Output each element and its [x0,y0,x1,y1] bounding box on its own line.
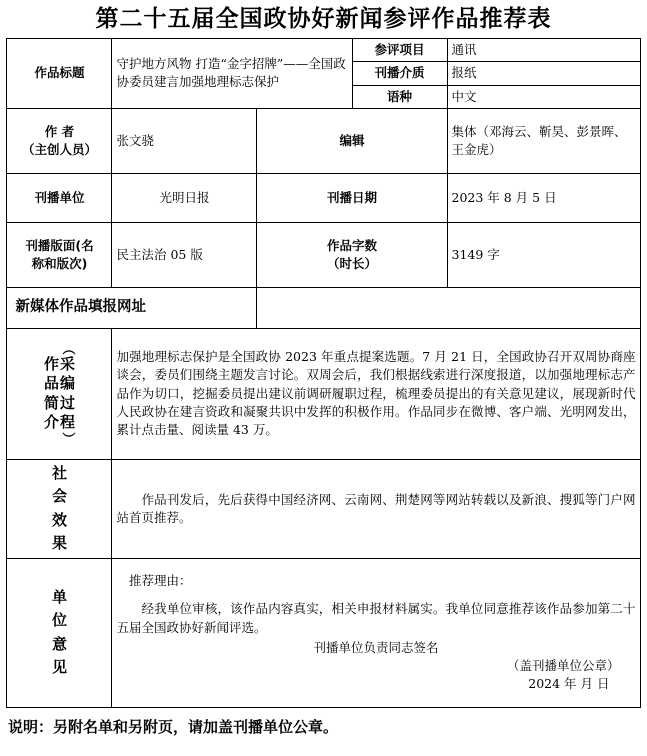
table-row-publisher [7,173,640,222]
summary-label [7,328,112,459]
summary-label-inner-char-1: 采 [59,355,75,374]
summary-text-paragraph: 加强地理标志保护是全国政协 2023 年重点提案选题。7 月 21 日，全国政协召开双周协商座谈会，委员们围绕主题发言讨论。双周会后，我们根据线索进行深度报道，以加强地理标志产品作为切口，挖掘委员提出建议前调研履职过程，梳理委员提出的有关意见建议，展现新时代人民政协在建言资政和凝聚共识中发挥的积极作用。作品同步在微博、客户端、光明网发出，累计点击量、阅读量 43 万。 [116,349,636,437]
wordcount-value[interactable]: 3149 字 [447,222,640,287]
social-effect-label [7,459,112,558]
table-row-author [7,108,640,173]
newmedia-url-label: 新媒体作品填报网址 [7,287,257,328]
summary-label-outer-char-2: 品 [43,374,59,393]
medium-label: 刊播介质 [352,62,447,85]
summary-label-outer [44,355,59,432]
unit-opinion-heading: 推荐理由： [128,573,192,589]
wordcount-label [257,222,447,287]
table-row-section [7,222,640,287]
summary-label-inner-char-4: 程 [59,412,75,431]
summary-label-inner-char-3: 过 [59,393,75,412]
social-effect-label-char-3: 效 [51,510,67,529]
social-effect-label-char-4: 果 [51,533,67,552]
section-label-line2: 称和版次) [31,255,88,271]
unit-opinion-spacer [116,590,635,600]
social-effect-label-char-1: 社 [51,464,67,483]
table-row-newmedia-url [7,287,640,328]
work-title-value[interactable]: 守护地方风物 打造“金字招牌”——全国政协委员建言加强地理标志保护 [112,39,352,108]
section-label [7,222,112,287]
unit-opinion-label [7,558,112,707]
page-title: 第二十五届全国政协好新闻参评作品推荐表 [95,5,552,32]
category-value[interactable]: 通讯 [447,39,640,62]
footer-note: 说明：另附名单和另附页，请加盖刊播单位公章。 [8,717,339,736]
social-effect-text[interactable] [112,459,640,558]
author-label-line1: 作 者 [44,123,75,139]
work-title-label: 作品标题 [7,39,112,108]
language-value[interactable]: 中文 [447,85,640,108]
language-label: 语种 [352,85,447,108]
author-value[interactable]: 张文骁 [112,108,257,173]
social-effect-text-paragraph: 作品刊发后，先后获得中国经济网、云南网、荆楚网等网站转载以及新浪、搜狐等门户网站首页推荐。 [116,491,636,525]
unit-opinion-text: 经我单位审核，该作品内容真实，相关申报材料属实。我单位同意推荐该作品参加第二十五届全国政协好新闻评选。 [116,601,636,635]
social-effect-label-vertical [7,462,111,555]
unit-opinion-date-line: 2024 年 月 日 [528,675,610,691]
summary-label-outer-char-1: 作 [43,355,59,374]
summary-paren-open: （ [59,342,75,356]
pubdate-label: 刊播日期 [257,173,447,222]
unit-opinion-seal-line: （盖刊播单位公章） [506,657,620,673]
author-label [7,108,112,173]
medium-value[interactable]: 报纸 [447,62,640,85]
summary-label-inner [60,342,75,445]
table-row-unit-opinion [7,558,640,707]
section-label-line1: 刊播版面(名 [25,237,94,253]
publisher-label: 刊播单位 [7,173,112,222]
unit-opinion-content[interactable] [112,558,640,707]
publisher-value[interactable]: 光明日报 [112,173,257,222]
editor-value[interactable]: 集体（邓海云、靳昊、彭景晖、王金虎） [447,108,640,173]
unit-opinion-label-char-1: 单 [51,588,67,607]
summary-paren-close: ） [59,432,75,446]
summary-label-outer-char-3: 简 [43,393,59,412]
table-row-summary [7,328,640,459]
summary-text[interactable] [112,328,640,459]
unit-opinion-signature-line: 刊播单位负责同志签名 [313,639,439,655]
newmedia-url-value[interactable] [257,287,640,328]
section-value[interactable]: 民主法治 05 版 [112,222,257,287]
summary-label-outer-char-4: 介 [43,412,59,431]
author-label-line2: （主创人员） [21,141,97,157]
unit-opinion-label-vertical [7,586,111,679]
category-label: 参评项目 [352,39,447,62]
social-effect-label-char-2: 会 [51,487,67,506]
pubdate-value[interactable]: 2023 年 8 月 5 日 [447,173,640,222]
unit-opinion-label-char-3: 意 [51,634,67,653]
editor-label: 编辑 [257,108,447,173]
summary-label-inner-char-2: 编 [59,374,75,393]
wordcount-label-line2: （时长） [326,255,377,271]
unit-opinion-label-char-2: 位 [51,611,67,630]
wordcount-label-line1: 作品字数 [326,237,377,253]
table-row-work-title-1 [7,39,640,62]
unit-opinion-label-char-4: 见 [51,657,67,676]
table-row-social-effect [7,459,640,558]
summary-label-vertical [7,329,111,459]
recommendation-form-table [6,38,640,707]
